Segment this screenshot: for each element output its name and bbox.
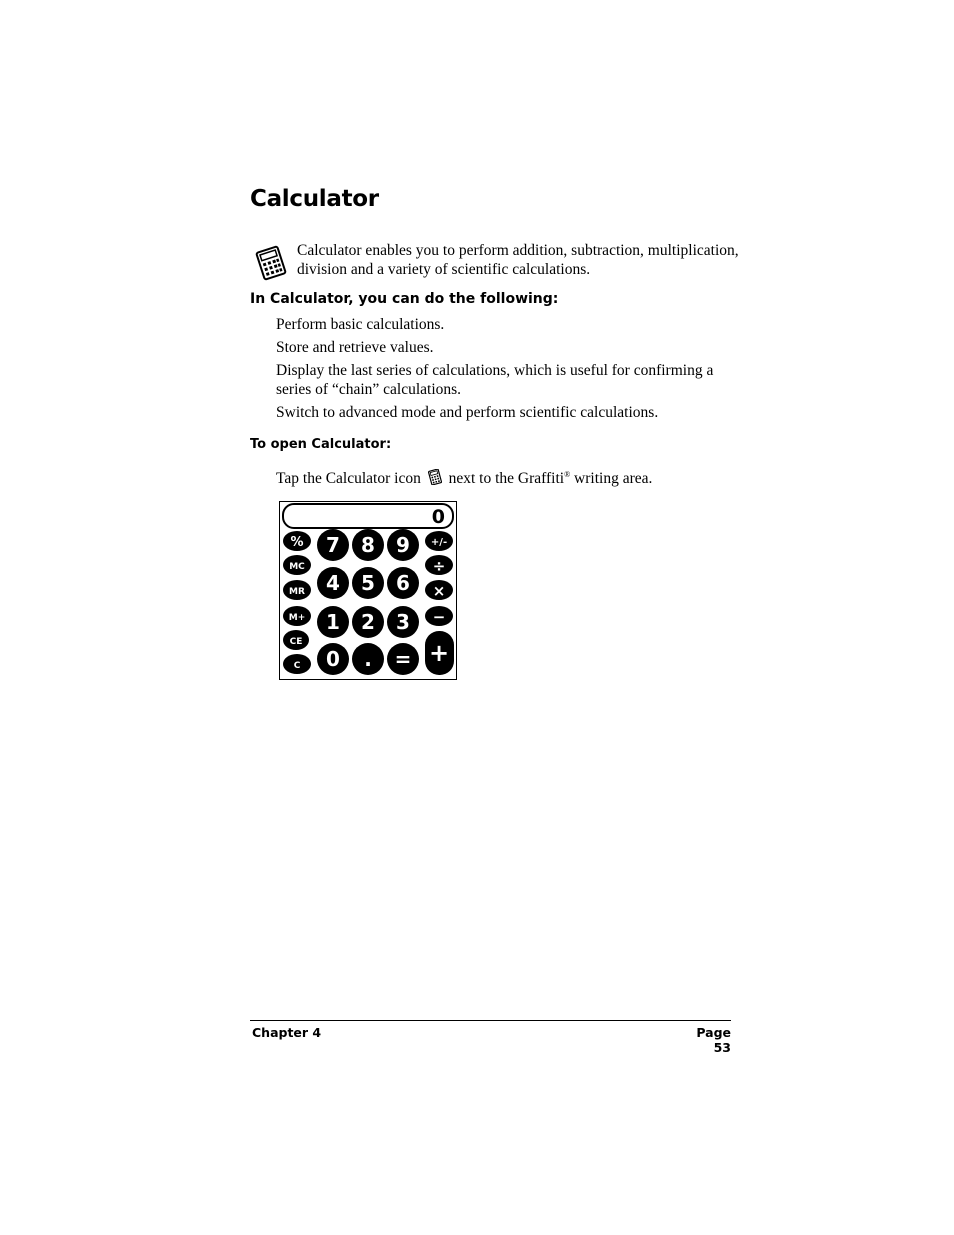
svg-text:÷: ÷	[432, 557, 446, 575]
procedure-heading: To open Calculator:	[250, 437, 392, 452]
svg-text:8: 8	[361, 533, 375, 557]
page-title: Calculator	[250, 186, 379, 212]
calculator-screenshot	[279, 501, 457, 680]
svg-text:MC: MC	[289, 562, 305, 572]
calculator-app-icon	[253, 245, 289, 281]
memory-clear-key[interactable]	[283, 555, 311, 575]
svg-text:M+: M+	[288, 613, 306, 623]
memory-recall-key[interactable]	[283, 580, 311, 600]
plus-minus-key[interactable]	[425, 531, 453, 551]
feature-list	[276, 315, 736, 426]
svg-text:3: 3	[396, 610, 410, 634]
svg-text:1: 1	[326, 610, 340, 634]
memory-add-key[interactable]	[283, 606, 311, 626]
svg-text:+/-: +/-	[430, 537, 448, 548]
digit-6-key[interactable]	[387, 567, 419, 599]
svg-text:%: %	[290, 535, 304, 550]
percent-key[interactable]	[283, 531, 311, 551]
digit-5-key[interactable]	[352, 567, 384, 599]
footer-chapter: Chapter 4	[252, 1025, 322, 1040]
svg-text:6: 6	[396, 571, 410, 595]
svg-text:9: 9	[396, 533, 410, 557]
svg-text:C: C	[293, 661, 301, 671]
decimal-key[interactable]	[352, 643, 384, 675]
svg-text:CE: CE	[289, 637, 303, 647]
calculator-mini-icon	[428, 469, 442, 485]
calculator-display: 0	[431, 506, 445, 528]
registered-mark: ®	[564, 470, 571, 479]
footer-page-number: Page 53	[696, 1025, 731, 1055]
digit-1-key[interactable]	[317, 606, 349, 638]
svg-text:5: 5	[361, 571, 375, 595]
svg-text:.: .	[364, 647, 372, 671]
digit-2-key[interactable]	[352, 606, 384, 638]
digit-4-key[interactable]	[317, 567, 349, 599]
step-text-middle: next to the Graffiti	[448, 470, 565, 487]
multiply-key[interactable]	[425, 580, 453, 600]
clear-key[interactable]	[283, 654, 311, 674]
list-item: Perform basic calculations.	[276, 316, 445, 333]
digit-3-key[interactable]	[387, 606, 419, 638]
step-text-end: writing area.	[574, 470, 653, 487]
svg-text:0: 0	[326, 647, 340, 671]
procedure-step	[276, 464, 652, 490]
list-item: Store and retrieve values.	[276, 339, 434, 356]
plus-key[interactable]	[425, 631, 454, 675]
footer-rule	[250, 1020, 731, 1021]
digit-8-key[interactable]	[352, 529, 384, 561]
svg-text:7: 7	[326, 533, 340, 557]
minus-key[interactable]	[425, 606, 453, 626]
list-item: Switch to advanced mode and perform scientific calculations.	[276, 404, 659, 421]
digit-9-key[interactable]	[387, 529, 419, 561]
svg-text:−: −	[432, 608, 446, 626]
digit-0-key[interactable]	[317, 643, 349, 675]
svg-text:4: 4	[326, 571, 340, 595]
digit-7-key[interactable]	[317, 529, 349, 561]
svg-text:×: ×	[432, 582, 446, 600]
intro-paragraph: Calculator enables you to perform addition, subtraction, multiplication, division and a variety of scientific calculations.	[297, 242, 739, 278]
list-item: Display the last series of calculations, which is useful for confirming a series of “chain” calculations.	[276, 362, 714, 398]
svg-text:+: +	[428, 639, 450, 667]
svg-text:MR: MR	[289, 587, 305, 597]
svg-text:=: =	[394, 647, 412, 671]
svg-text:2: 2	[361, 610, 375, 634]
section-heading: In Calculator, you can do the following:	[250, 291, 559, 307]
step-text-start: Tap the Calculator icon	[276, 470, 421, 487]
equals-key[interactable]	[387, 643, 419, 675]
clear-entry-key[interactable]	[283, 630, 309, 650]
divide-key[interactable]	[425, 555, 453, 575]
